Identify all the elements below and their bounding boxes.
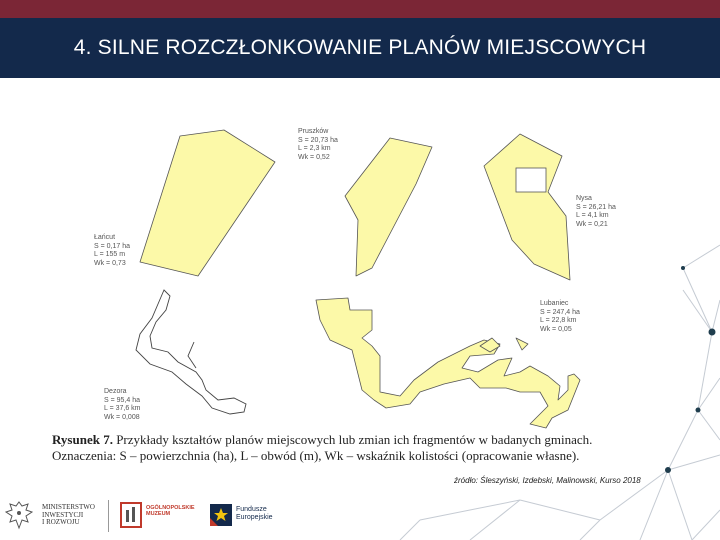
eu-funds-line-2: Europejskie	[236, 514, 273, 521]
caption-line-1	[52, 432, 592, 448]
label-lubaniec-area: S = 247,4 ha	[540, 308, 580, 316]
eagle-emblem-icon	[4, 500, 34, 532]
label-nysa-perimeter: L = 4,1 km	[576, 212, 609, 219]
label-dezora-perimeter: L = 37,6 km	[104, 405, 141, 412]
label-pruszkow-wk: Wk = 0,52	[298, 153, 330, 161]
label-pruszkow-perimeter: L = 2,3 km	[298, 145, 331, 152]
figure-caption	[52, 432, 592, 464]
ministry-line-2: INWESTYCJI	[42, 510, 84, 519]
label-lancut-area: S = 0,17 ha	[94, 242, 131, 250]
museum-logo-text	[146, 505, 195, 517]
label-lubaniec	[540, 300, 580, 334]
ministry-line-3: I ROZWOJU	[42, 518, 80, 526]
plan-shape-lancut	[140, 130, 275, 276]
label-dezora-wk: Wk = 0,008	[104, 413, 140, 421]
museum-logo-icon	[120, 502, 142, 528]
label-nysa	[576, 195, 616, 229]
caption-figure-number: Rysunek 7.	[52, 432, 113, 447]
label-nysa-wk: Wk = 0,21	[576, 220, 608, 228]
label-dezora	[104, 388, 141, 422]
slide-title: 4. SILNE ROZCZŁONKOWANIE PLANÓW MIEJSCOWYCH	[73, 36, 647, 59]
label-lancut	[94, 234, 130, 268]
eu-funds-logo-text	[236, 506, 273, 522]
footer-divider	[108, 500, 109, 532]
eu-funds-line-1: Fundusze	[236, 506, 267, 513]
label-nysa-name: Nysa	[576, 195, 592, 202]
plan-shape-pruszkow	[345, 138, 432, 276]
footer-logos	[0, 492, 720, 540]
label-lancut-perimeter: L = 155 m	[94, 251, 126, 258]
museum-line-1: OGÓLNOPOLSKIE	[146, 505, 195, 511]
label-lancut-name: Łańcut	[94, 234, 116, 241]
label-dezora-area: S = 95,4 ha	[104, 396, 141, 404]
ministry-logo-text	[42, 504, 95, 527]
label-pruszkow-area: S = 20,73 ha	[298, 136, 338, 144]
caption-line-2: Oznaczenia: S – powierzchnia (ha), L – obwód (m), Wk – wskaźnik kolistości (opracowanie własne).	[52, 448, 580, 463]
plan-shape-dezora	[136, 290, 246, 414]
label-lubaniec-perimeter: L = 22,8 km	[540, 317, 577, 324]
label-dezora-name: Dezora	[104, 388, 127, 395]
label-lubaniec-wk: Wk = 0,05	[540, 325, 572, 333]
label-pruszkow	[298, 128, 338, 162]
label-lubaniec-name: Lubaniec	[540, 300, 569, 307]
ministry-line-1: MINISTERSTWO	[42, 503, 95, 511]
caption-text: Przykłady kształtów planów miejscowych lub zmian ich fragmentów w badanych gminach.	[112, 432, 593, 447]
eu-funds-star-icon	[210, 504, 232, 526]
source-note: źródło: Śleszyński, Izdebski, Malinowski, Kurso 2018	[454, 476, 641, 485]
label-nysa-area: S = 26,21 ha	[576, 203, 616, 211]
museum-line-2: MUZEUM	[146, 511, 171, 517]
plan-shape-nysa	[484, 134, 570, 280]
label-pruszkow-name: Pruszków	[298, 128, 329, 135]
label-lancut-wk: Wk = 0,73	[94, 259, 126, 267]
